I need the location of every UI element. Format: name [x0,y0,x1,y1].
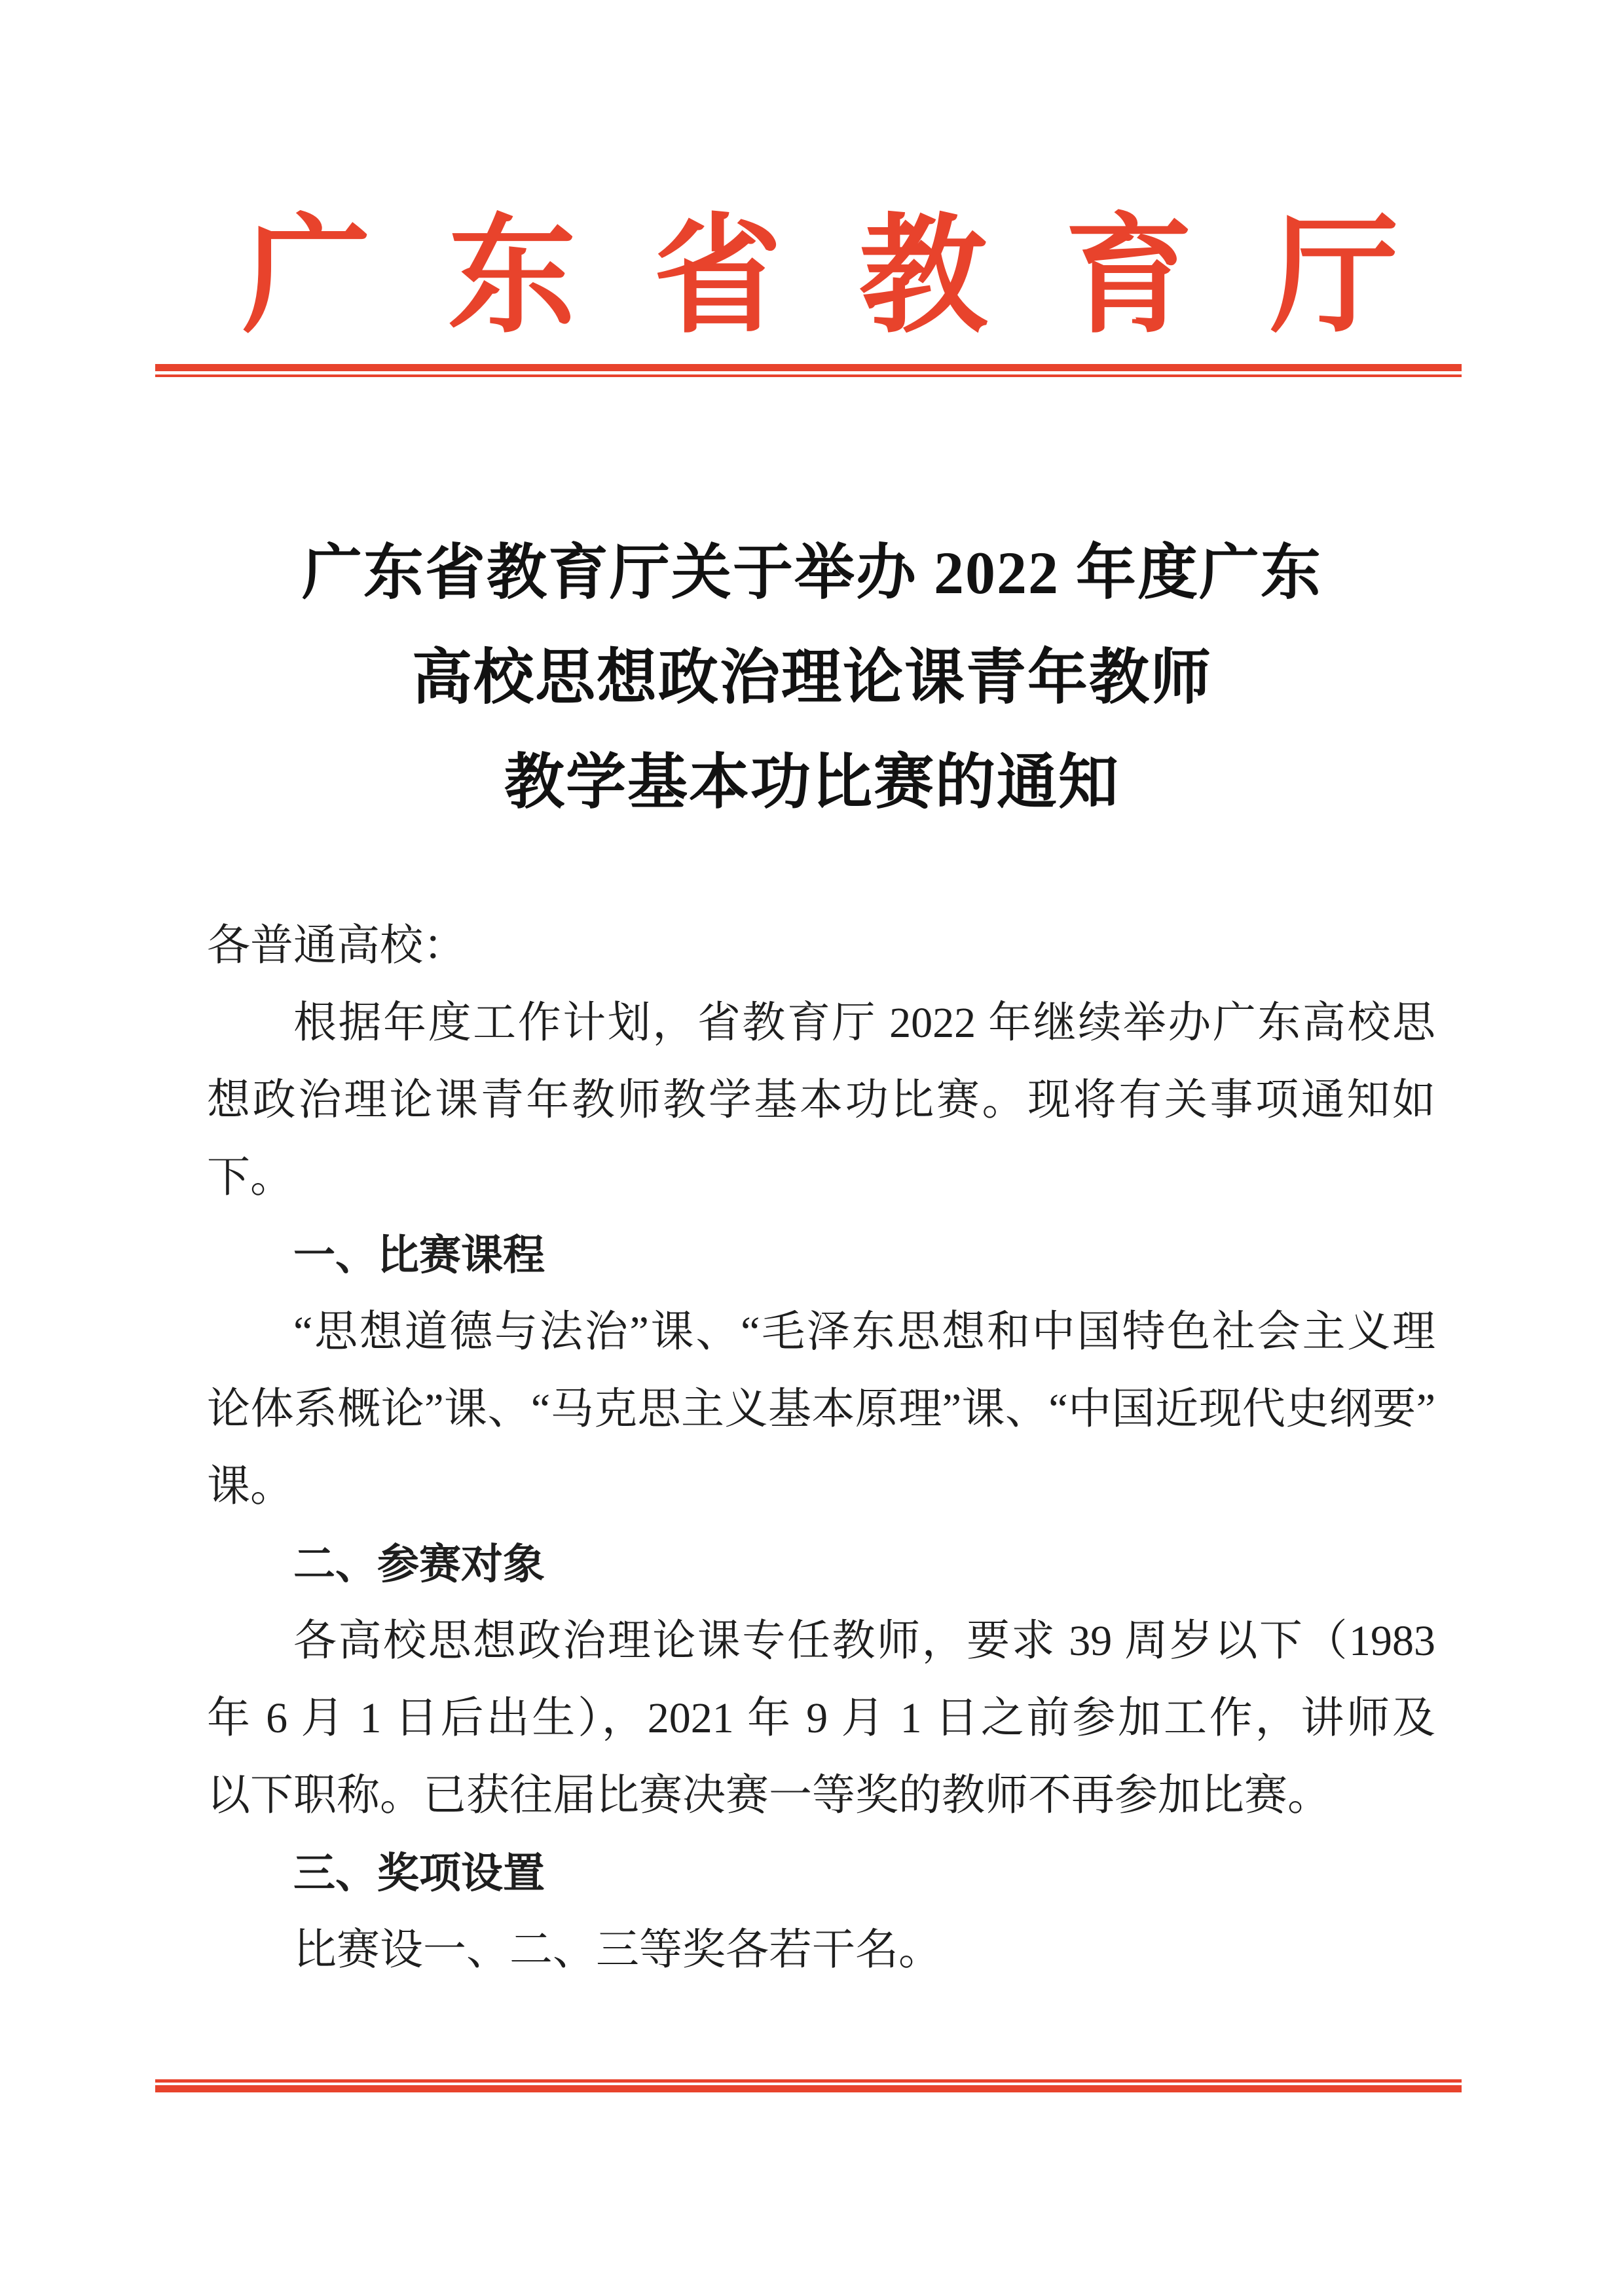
body-line: 比赛设一、二、三等奖各若干名。 [293,1926,942,1974]
document-title-line: 广东省教育厅关于举办 2022 年度广东 [301,539,1322,606]
agency-masthead-char: 教 [858,206,987,348]
agency-masthead-char: 东 [447,206,576,348]
body-line: 以下职称。已获往届比赛决赛一等奖的教师不再参加比赛。 [207,1772,1331,1819]
body-line: 想政治理论课青年教师教学基本功比赛。现将有关事项通知如 [207,1076,1435,1124]
document-title-line: 高校思想政治理论课青年教师 [411,644,1212,711]
body-line: 下。 [207,1154,293,1201]
agency-masthead-char: 省 [653,206,782,348]
section-heading: 二、参赛对象 [293,1540,545,1588]
footer-rule-thin [155,2079,1462,2083]
body-line: “思想道德与法治”课、“毛泽东思想和中国特色社会主义理 [293,1308,1435,1356]
document-body [207,907,1435,1989]
agency-masthead-char: 广 [242,206,371,348]
agency-masthead-char: 厅 [1270,206,1399,348]
agency-masthead-char: 育 [1064,206,1193,348]
salutation-line: 各普通高校： [207,922,466,970]
masthead-rule-thin [155,374,1462,377]
section-heading: 一、比赛课程 [293,1231,545,1279]
body-line: 年 6 月 1 日后出生），2021 年 9 月 1 日之前参加工作，讲师及 [207,1694,1435,1742]
masthead-rule-thick [155,364,1462,371]
document-title-line: 教学基本功比赛的通知 [504,749,1120,816]
body-line: 课。 [207,1463,293,1510]
body-line: 根据年度工作计划，省教育厅 2022 年继续举办广东高校思 [293,999,1435,1047]
document-title [0,520,1624,835]
body-line: 各高校思想政治理论课专任教师，要求 39 周岁以下（1983 [293,1617,1435,1665]
section-heading: 三、奖项设置 [293,1850,545,1897]
body-line: 论体系概论”课、“马克思主义基本原理”课、“中国近现代史纲要” [207,1385,1435,1433]
agency-masthead [242,208,1399,347]
footer-rule-thick [155,2085,1462,2092]
